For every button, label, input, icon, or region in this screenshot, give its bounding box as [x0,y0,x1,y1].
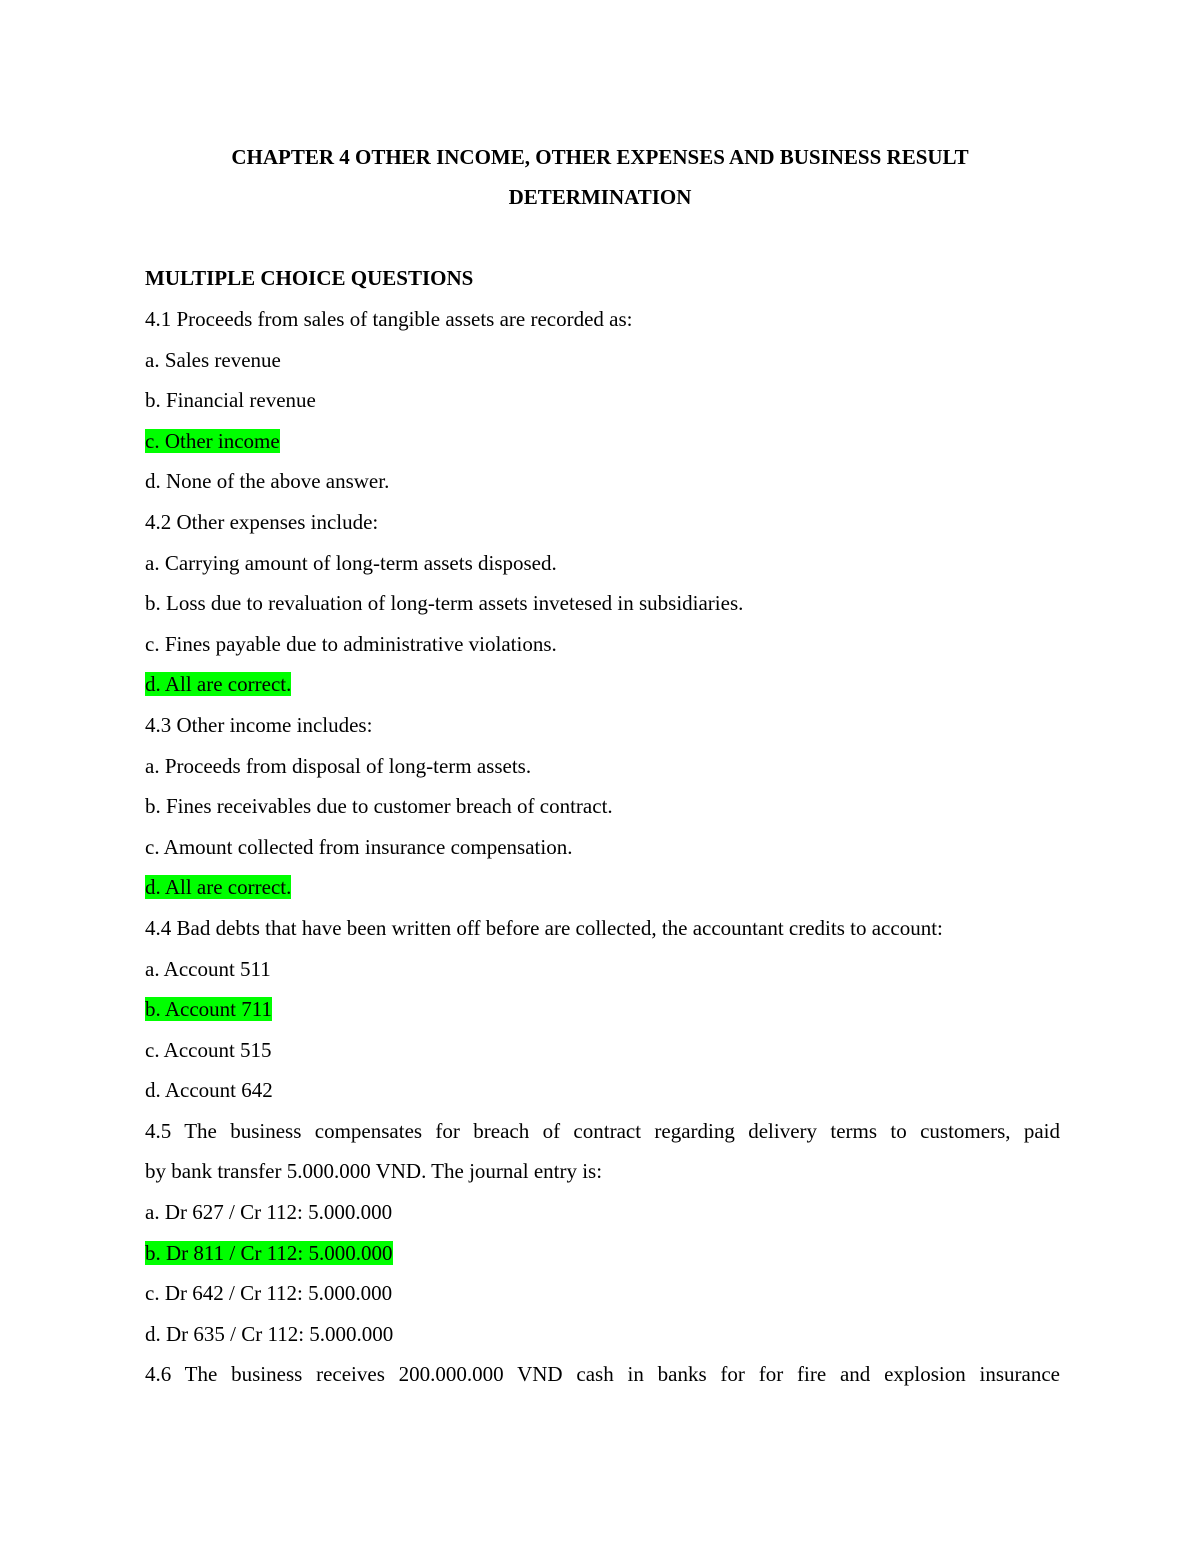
answer-option-line [145,1273,1060,1314]
question-line [145,1354,1060,1395]
answer-highlight: c. Other income [145,428,280,453]
highlighted-answer-line [145,421,1060,462]
question-line [145,1111,1060,1152]
line-text: d. None of the above answer. [145,469,390,494]
line-text: a. Dr 627 / Cr 112: 5.000.000 [145,1200,393,1225]
highlighted-answer-line [145,1233,1060,1274]
answer-option-line [145,543,1060,584]
line-text: 4.6 The business receives 200.000.000 VND cash in banks for for fire and explosion insurance [145,1362,1060,1387]
answer-option-line [145,1070,1060,1111]
answer-option-line [145,340,1060,381]
line-text: a. Account 511 [145,956,271,981]
question-list [145,299,1060,1395]
line-text: a. Proceeds from disposal of long-term assets. [145,753,532,778]
line-text: a. Carrying amount of long-term assets disposed. [145,550,557,575]
question-line [145,908,1060,949]
line-text: d. Dr 635 / Cr 112: 5.000.000 [145,1321,394,1346]
answer-option-line [145,461,1060,502]
line-text: c. Dr 642 / Cr 112: 5.000.000 [145,1281,393,1306]
highlighted-answer-line [145,664,1060,705]
answer-option-line [145,827,1060,868]
question-line [145,502,1060,543]
line-text: d. Account 642 [145,1078,273,1103]
line-text: 4.3 Other income includes: [145,712,373,737]
highlighted-answer-line [145,989,1060,1030]
line-text: 4.4 Bad debts that have been written off before are collected, the accountant credits to account: [145,915,943,940]
question-line [145,1151,1060,1192]
answer-highlight: b. Account 711 [145,997,272,1022]
line-text: 4.1 Proceeds from sales of tangible assets are recorded as: [145,307,633,331]
line-text: c. Fines payable due to administrative violations. [145,631,557,656]
answer-highlight: b. Dr 811 / Cr 112: 5.000.000 [145,1240,393,1265]
answer-option-line [145,1192,1060,1233]
chapter-title-line-1: CHAPTER 4 OTHER INCOME, OTHER EXPENSES AND BUSINESS RESULT [231,145,969,169]
answer-option-line [145,380,1060,421]
line-text: a. Sales revenue [145,347,281,372]
line-text: b. Fines receivables due to customer breach of contract. [145,794,613,819]
answer-highlight: d. All are correct. [145,875,292,900]
question-line [145,705,1060,746]
chapter-title [145,137,1055,217]
answer-option-line [145,949,1060,990]
line-text: b. Financial revenue [145,388,316,413]
line-text: b. Loss due to revaluation of long-term assets invetesed in subsidiaries. [145,591,744,616]
line-text: 4.2 Other expenses include: [145,509,379,534]
answer-option-line [145,786,1060,827]
line-text: c. Amount collected from insurance compensation. [145,834,573,859]
answer-option-line [145,1314,1060,1355]
chapter-title-line-2: DETERMINATION [508,185,692,209]
highlighted-answer-line [145,867,1060,908]
line-text: by bank transfer 5.000.000 VND. The journal entry is: [145,1159,603,1184]
answer-option-line [145,1030,1060,1071]
answer-option-line [145,624,1060,665]
line-text: 4.5 The business compensates for breach of contract regarding delivery terms to customers, paid [145,1118,1060,1143]
question-line [145,299,1060,340]
answer-option-line [145,746,1060,787]
line-text: c. Account 515 [145,1037,272,1062]
answer-option-line [145,583,1060,624]
section-heading: MULTIPLE CHOICE QUESTIONS [145,266,474,290]
answer-highlight: d. All are correct. [145,672,292,697]
